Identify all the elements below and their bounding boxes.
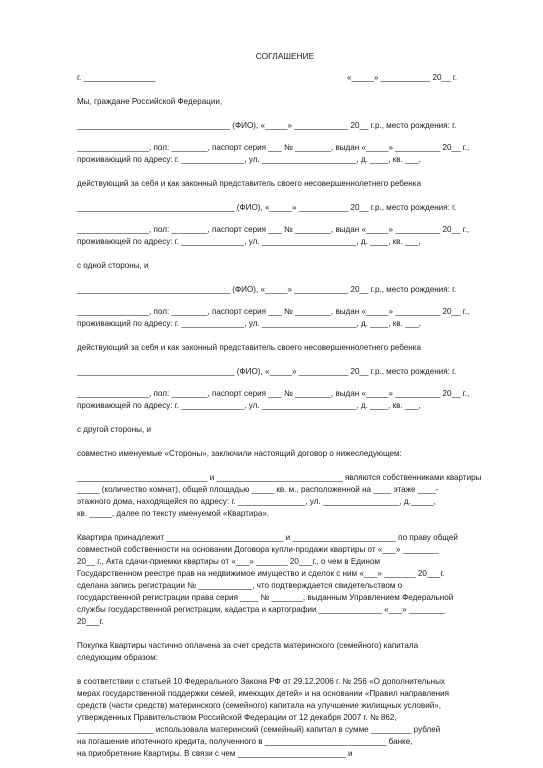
side1-text: с одной стороны, и — [77, 261, 149, 270]
child1-line: ___________________________________ (ФИО), «_____» ___________ 20__ г.р., место рождения: г. — [77, 203, 457, 212]
owners-line: кв. _____, далее по тексту именуемой «Квартира». — [77, 509, 270, 518]
ownership-line: Квартира принадлежит __________________________ и _______________________ по праву общей — [77, 533, 458, 542]
document-title: СОГЛАШЕНИЕ — [255, 51, 315, 61]
person2-line: ________________, пол: ________, паспорт серия ___ № ________, выдан «_____» __________ 20__ г., — [77, 307, 470, 316]
person2-block — [77, 284, 493, 330]
law-line: утвержденных Правительством Российской Федерации от 12 декабря 2007 г. № 862, — [77, 713, 397, 722]
person1-line: ________________, пол: ________, паспорт серия ___ № ________, выдан «_____» __________ 20__ г., — [77, 143, 470, 152]
ownership-line: службы государственной регистрации, кадастра и картографии ______________ «___» ________ — [77, 605, 445, 614]
ownership-line: государственной регистрации права серия ____ № _______, выданным Управлением Федеральной — [77, 593, 454, 602]
law-line: в соответствии с статьей 10 Федерального Закона РФ от 29.12.2006 г. № 256 «О дополнительных — [77, 677, 445, 686]
representative1-text: действующий за себя и как законный представитель своего несовершеннолетнего ребенка — [77, 179, 421, 188]
child1-block — [77, 202, 493, 248]
law-line: на погашение ипотечного кредита, полученного в ___________________________ банке, — [77, 737, 413, 746]
ownership-line: совместной собственности на основании Договора купли-продажи квартиры от «___» ________ — [77, 545, 439, 554]
person1-block — [77, 120, 493, 166]
child1-line: проживающей по адресу: г. ______________, ул. _____________________, д. ____, кв. ___, — [77, 237, 421, 246]
person2-line: __________________________________ (ФИО), «_____» ____________ 20__ г.р., место рождения: г. — [77, 285, 457, 294]
child2-line: проживающей по адресу: г. ______________, ул. _____________________, д. ____, кв. ___, — [77, 401, 421, 410]
owners-line: _____ (количество комнат), общей площадью _____ кв. м., расположенной на ____ этаже ____- — [77, 485, 439, 494]
law-block — [77, 676, 493, 760]
owners-block — [77, 472, 493, 520]
ownership-line: 20__ г., Акта сдачи-приемки квартиры от «___» _______ 20___г., о чем в Едином — [77, 557, 381, 566]
ownership-line: Государственном реестре прав на недвижимое имущество и сделок с ним «___» _______ 20___г. — [77, 569, 445, 578]
parties-text: совместно именуемые «Стороны», заключили настоящий договор о нижеследующем: — [77, 449, 402, 458]
child2-block — [77, 366, 493, 412]
place-date-row — [77, 72, 457, 84]
person2-line: проживающий по адресу: г. ______________, ул. _____________________, д. ____, кв. ___, — [77, 319, 421, 328]
child2-line: ___________________________________ (ФИО), «_____» ___________ 20__ г.р., место рождения: г. — [77, 367, 457, 376]
date-field: «_____» ___________ 20__ г. — [347, 73, 457, 82]
person1-line: __________________________________ (ФИО), «_____» ____________ 20__ г.р., место рождения: г. — [77, 121, 457, 130]
law-line: _________________ использовала материнский (семейный) капитал в сумме _________ рублей — [77, 725, 441, 734]
payment-line: следующим образом: — [77, 653, 158, 662]
law-line: на приобретение Квартиры. В связи с чем ________________________ и — [77, 749, 353, 758]
intro-text: Мы, граждане Российской Федерации, — [77, 97, 223, 106]
ownership-block — [77, 532, 493, 628]
child1-line: ________________, пол: ________, паспорт серия ___ № ________, выдан «_____» __________ 20__ г., — [77, 225, 470, 234]
representative2-text: действующий за себя и как законный представитель своего несовершеннолетнего ребенка — [77, 343, 421, 352]
person1-line: проживающий по адресу: г. ______________, ул. _____________________, д. ____, кв. ___, — [77, 155, 421, 164]
payment-block — [77, 640, 493, 664]
owners-line: _____________________________ и ____________________________ являются собственниками квартиры — [77, 473, 482, 482]
law-line: мерах государственной поддержки семей, имеющих детей» и на основании «Правил направления — [77, 689, 450, 698]
payment-line: Покупка Квартиры частично оплачена за счет средств материнского (семейного) капитала — [77, 641, 419, 650]
owners-line: этажного дома, находящейся по адресу: г. _______________, ул. _________________, д._____, — [77, 497, 436, 506]
child2-line: ________________, пол: ________, паспорт серия ___ № ________, выдан «_____» __________ 20__ г., — [77, 389, 470, 398]
law-line: средств (части средств) материнского (семейного) капитала на улучшение жилищных условий», — [77, 701, 442, 710]
side2-text: с другой стороны, и — [77, 425, 151, 434]
place-field: г. ________________ — [77, 73, 156, 82]
ownership-line: сделана запись регистрации № ____________, что подтверждается свидетельством о — [77, 581, 403, 590]
ownership-line: 20___г. — [77, 617, 104, 626]
